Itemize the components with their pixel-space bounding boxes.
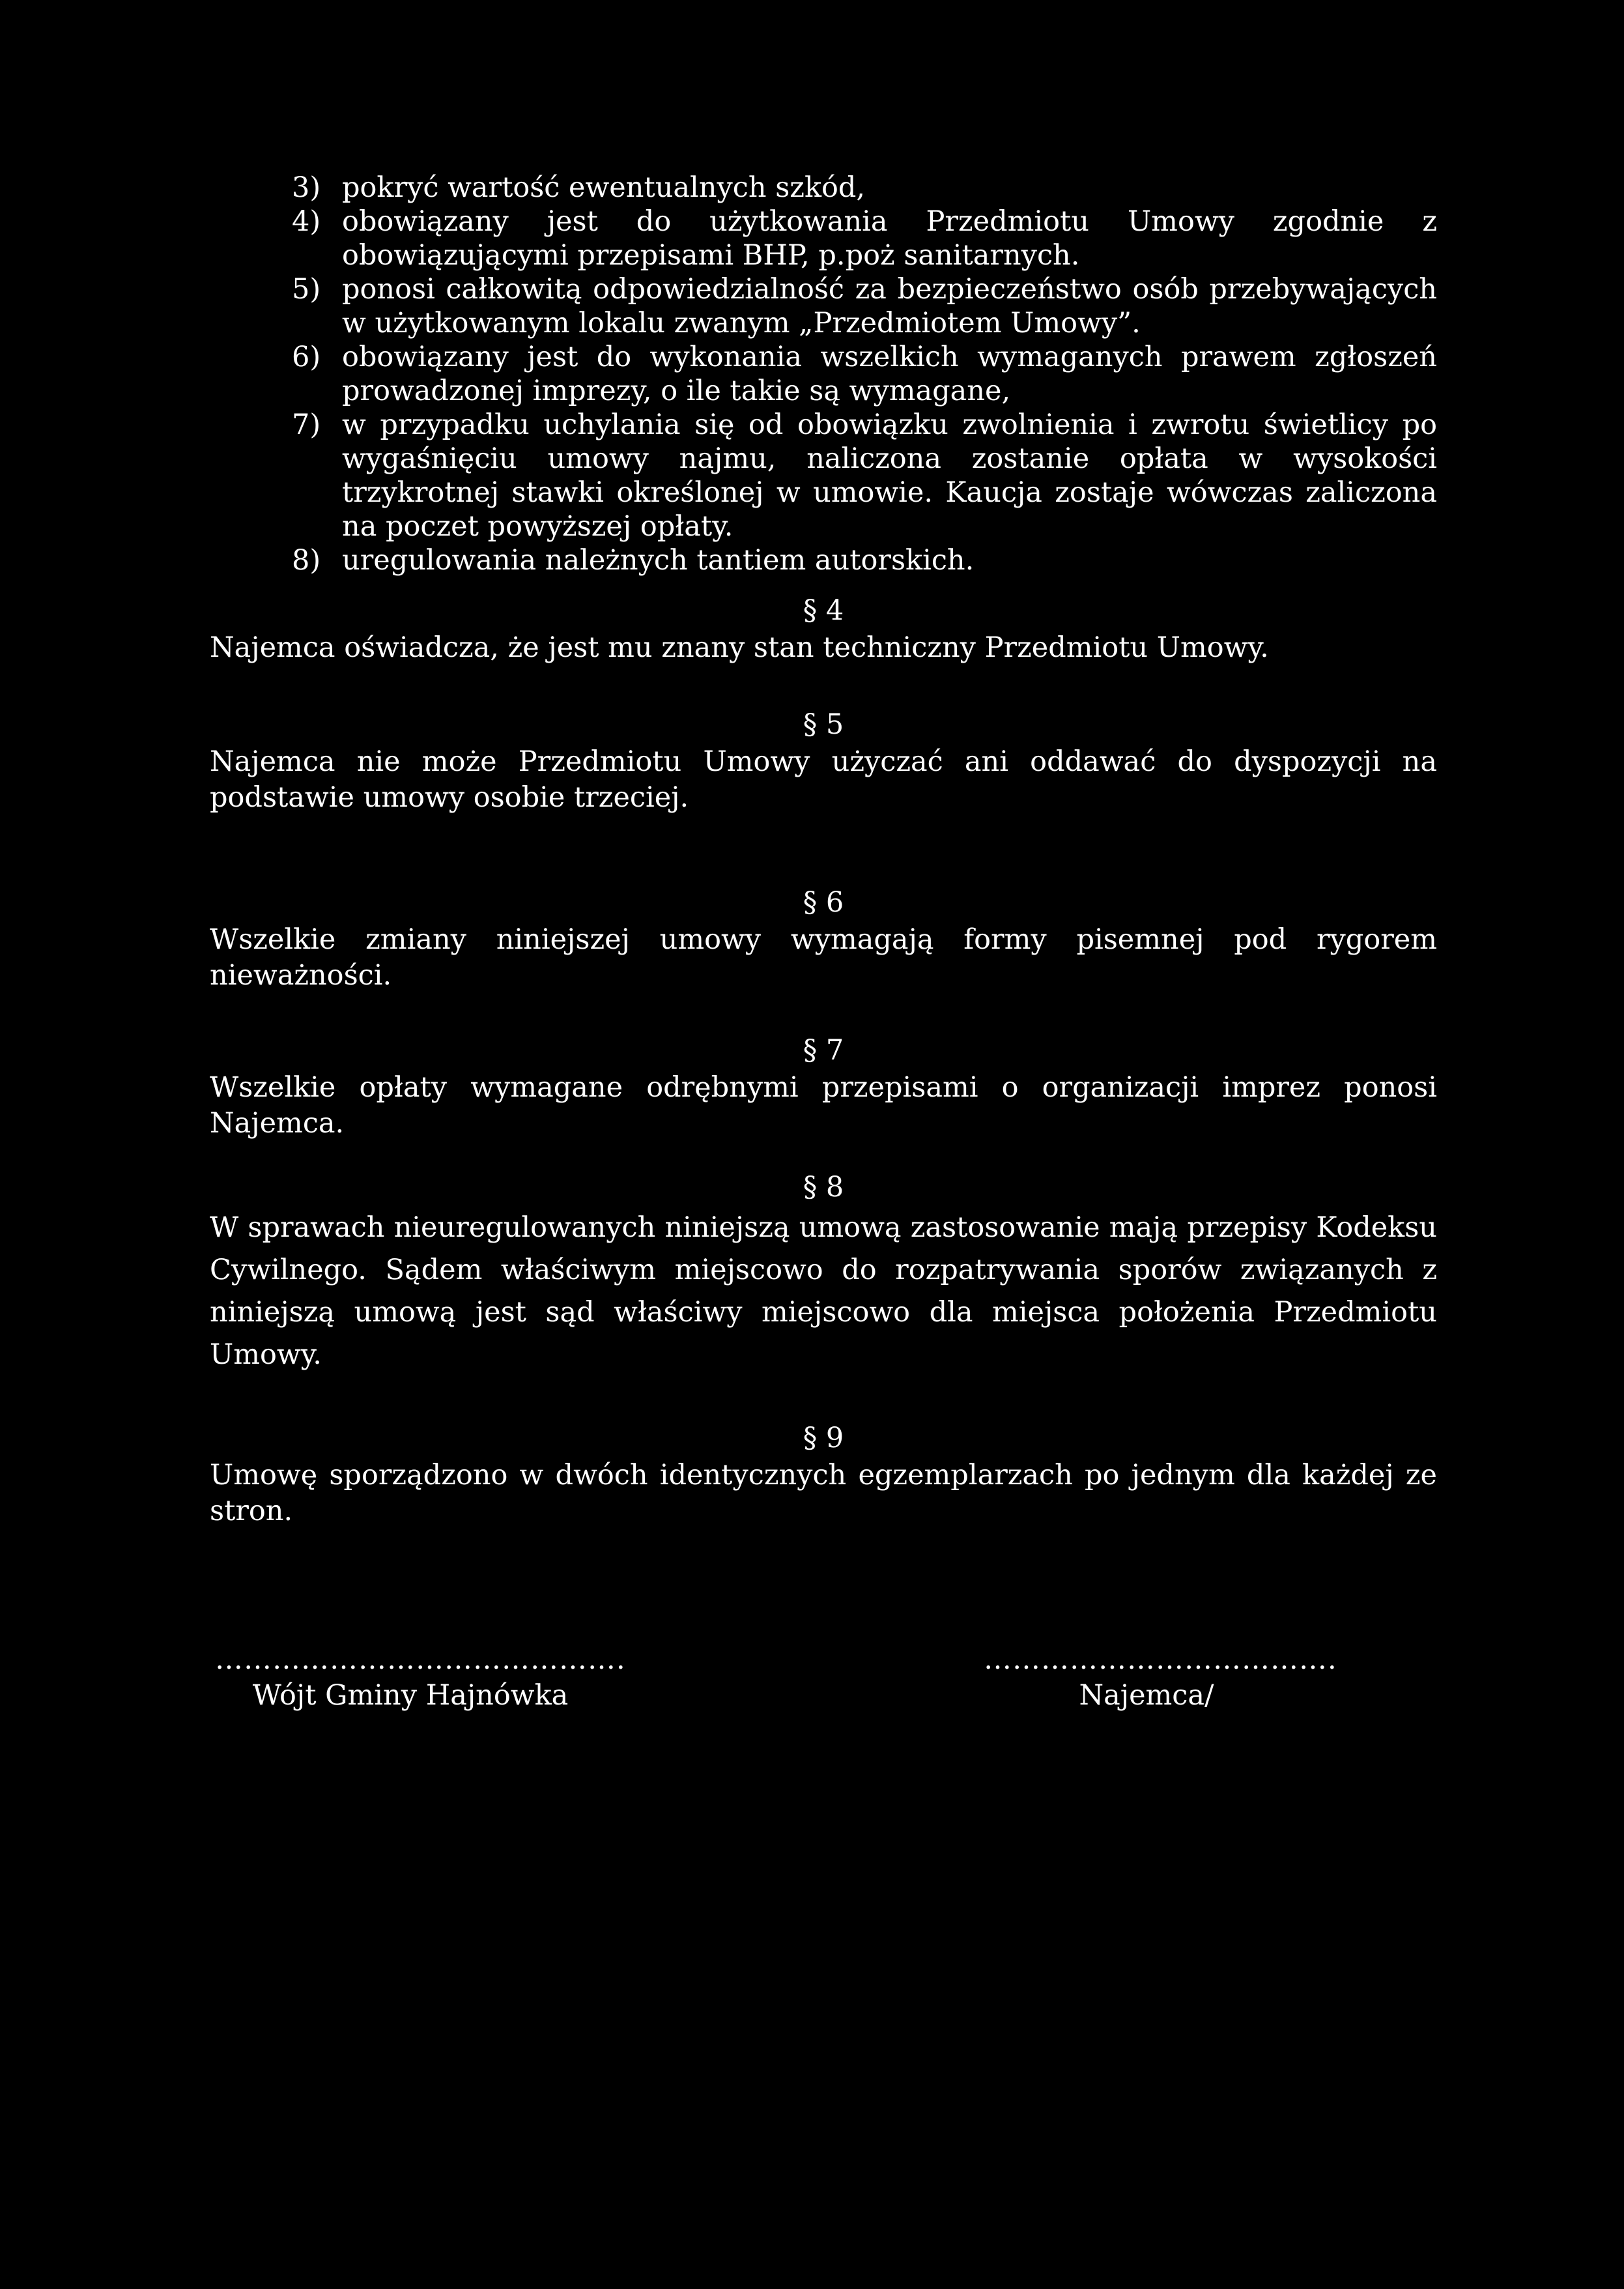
section-7 [210,1033,1437,1142]
section-8 [210,1170,1437,1376]
signature-left [215,1642,626,1714]
signature-line: ………………………………. [984,1643,1337,1676]
section-text: Wszelkie zmiany niniejszej umowy wymagają formy pisemnej pod rygorem nieważności. [210,923,1437,992]
list-item-number: 6) [292,341,321,373]
list-item [292,543,1437,577]
list-item-number: 3) [292,171,321,204]
signature-label: Wójt Gminy Hajnówka [252,1679,569,1712]
list-item [292,205,1437,272]
section-text: Umowę sporządzono w dwóch identycznych egzemplarzach po jednym dla każdej ze stron. [210,1459,1437,1527]
section-heading: § 6 [803,886,844,919]
section-heading: § 9 [803,1422,844,1454]
list-item [292,272,1437,340]
section-5 [210,707,1437,816]
list-item-text: obowiązany jest do użytkowania Przedmiotu Umowy zgodnie z obowiązującymi przepisami BHP, p.poż sanitarnych. [342,205,1437,272]
section-heading: § 8 [803,1171,844,1203]
list-item [292,340,1437,408]
list-item-text: ponosi całkowitą odpowiedzialność za bezpieczeństwo osób przebywających w użytkowanym lokalu zwanym „Przedmiotem Umowy”. [342,273,1437,339]
list-item-number: 4) [292,205,321,238]
section-text: Najemca nie może Przedmiotu Umowy użyczać ani oddawać do dyspozycji na podstawie umowy osobie trzeciej. [210,745,1437,814]
signature-label: Najemca/ [1079,1679,1214,1712]
list-item-text: pokryć wartość ewentualnych szkód, [342,171,866,204]
list-item-text: uregulowania należnych tantiem autorskich. [342,544,975,577]
list-item-number: 5) [292,273,321,306]
signature-line: ……………………………………. [215,1643,626,1676]
section-4 [210,593,1437,666]
obligations-list [292,171,1437,577]
list-item-text: obowiązany jest do wykonania wszelkich wymaganych prawem zgłoszeń prowadzonej imprezy, o ile takie są wymagane, [342,341,1437,407]
section-6 [210,885,1437,994]
list-item-number: 7) [292,409,321,441]
section-heading: § 5 [803,708,844,741]
section-text: Wszelkie opłaty wymagane odrębnymi przepisami o organizacji imprez ponosi Najemca. [210,1071,1437,1140]
section-9 [210,1420,1437,1529]
section-text: W sprawach nieuregulowanych niniejszą umową zastosowanie mają przepisy Kodeksu Cywilnego. Sądem właściwym miejscowo do rozpatrywania sporów związanych z niniejszą umową jest sąd właściwy miejscowo dla miejsca położenia Przedmiotu Umowy. [210,1211,1437,1371]
list-item-number: 8) [292,544,321,577]
section-heading: § 7 [803,1034,844,1067]
list-item [292,171,1437,205]
list-item-text: w przypadku uchylania się od obowiązku zwolnienia i zwrotu świetlicy po wygaśnięciu umowy najmu, naliczona zostanie opłata w wysokości trzykrotnej stawki określonej w umowie. Kaucja zostaje wówczas zaliczona na poczet powyższej opłaty. [342,409,1437,543]
signature-right [984,1642,1337,1714]
list-item [292,408,1437,543]
section-text: Najemca oświadcza, że jest mu znany stan techniczny Przedmiotu Umowy. [210,631,1269,664]
section-heading: § 4 [803,594,844,627]
